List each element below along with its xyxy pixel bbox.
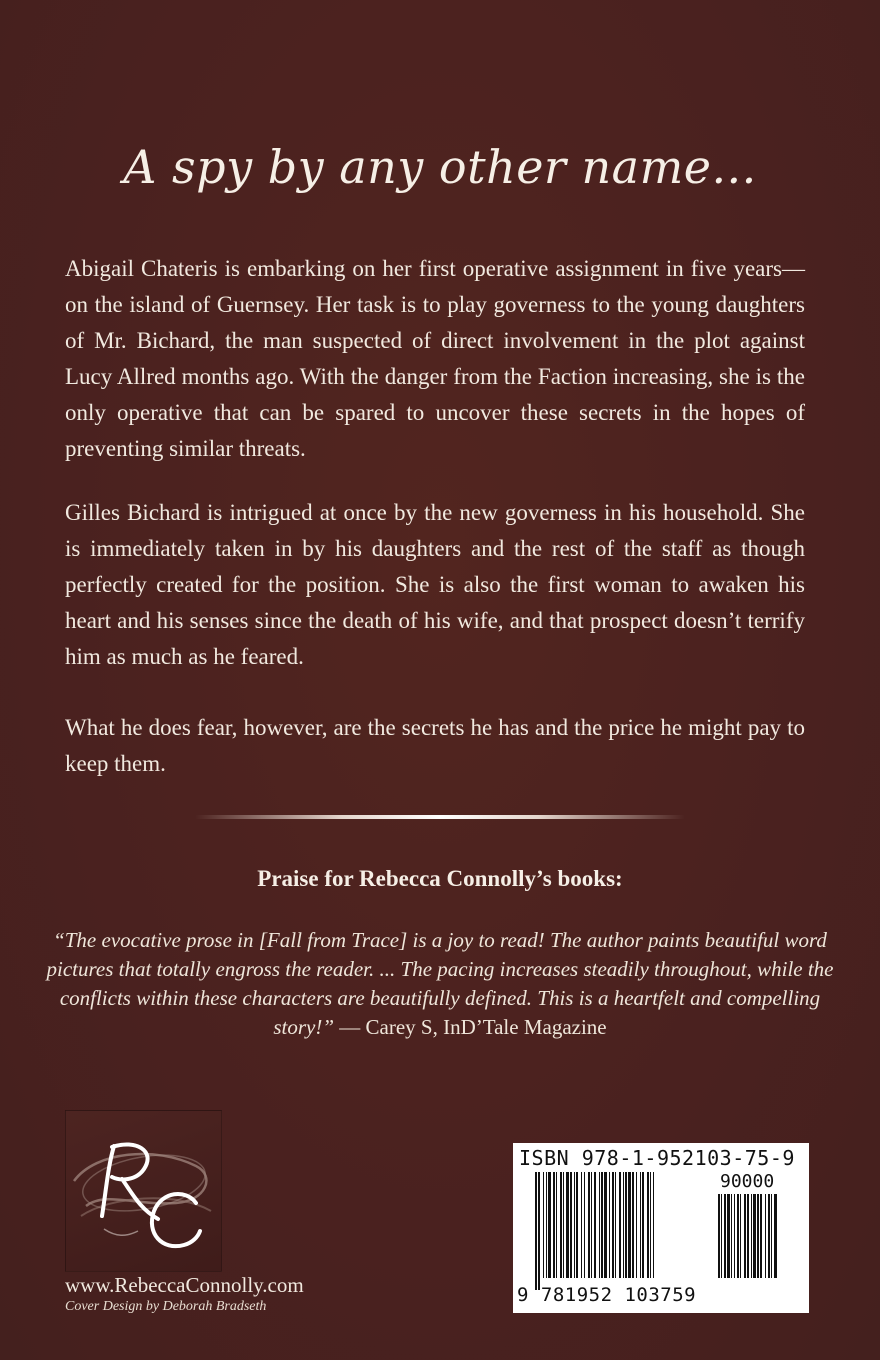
barcode-bar xyxy=(647,1172,649,1278)
barcode-bar xyxy=(625,1172,627,1278)
barcode-bar xyxy=(721,1194,722,1278)
barcode-bar xyxy=(636,1172,637,1278)
publisher-website: www.RebeccaConnolly.com xyxy=(65,1273,304,1297)
barcode-bar xyxy=(548,1172,551,1278)
cover-design-credit: Cover Design by Deborah Bradseth xyxy=(65,1299,267,1314)
price-code: 90000 xyxy=(720,1171,775,1192)
barcode-bar xyxy=(740,1194,741,1278)
barcode-bar xyxy=(757,1194,759,1278)
barcode-bar xyxy=(760,1194,762,1278)
barcode-bar xyxy=(553,1172,555,1278)
rc-monogram-icon xyxy=(66,1111,221,1271)
barcode-bar xyxy=(724,1194,726,1278)
barcode-bar xyxy=(535,1172,537,1290)
barcode-bar xyxy=(734,1194,735,1278)
barcode-bar xyxy=(718,1194,720,1278)
barcode-bar xyxy=(731,1194,732,1278)
barcode-addon-bars xyxy=(718,1194,798,1290)
barcode-bar xyxy=(538,1172,540,1290)
barcode-bar xyxy=(650,1172,651,1278)
barcode-bar xyxy=(642,1172,644,1278)
tagline: A spy by any other name... xyxy=(123,140,757,194)
praise-heading: Praise for Rebecca Connolly’s books: xyxy=(257,866,623,891)
barcode-bar xyxy=(753,1194,756,1278)
barcode-bar xyxy=(623,1172,624,1278)
barcode-bar xyxy=(594,1172,596,1278)
barcode-bar xyxy=(604,1172,607,1278)
barcode-bar xyxy=(774,1194,777,1278)
isbn-label: ISBN 978-1-952103-75-9 xyxy=(519,1146,795,1170)
review-quote-text: “The evocative prose in [Fall from Trace] is a joy to read! The author paints beautiful word pictures that totally engross the reader. ... The pacing increases steadily throughout, while the conflicts within these characters are beautifully defined. This is a heartfelt and compelling story!” xyxy=(46,928,834,1039)
barcode-bar xyxy=(546,1172,547,1278)
blurb-paragraph-3: What he does fear, however, are the secrets he has and the price he might pay to keep them. xyxy=(65,715,805,776)
barcode-bar xyxy=(727,1194,730,1278)
barcode-bar xyxy=(560,1172,562,1278)
barcode-bar xyxy=(584,1172,585,1278)
barcode-bar xyxy=(640,1172,641,1278)
barcode-bar xyxy=(768,1194,770,1278)
barcode-bar xyxy=(747,1194,749,1278)
barcode-bars xyxy=(535,1172,705,1290)
barcode-bar xyxy=(556,1172,557,1278)
review-quote xyxy=(40,926,840,1042)
decorative-divider xyxy=(195,815,685,819)
isbn-barcode xyxy=(513,1143,809,1313)
review-attribution: — Carey S, InD’Tale Magazine xyxy=(334,1015,607,1039)
barcode-bar xyxy=(591,1172,592,1278)
barcode-bar xyxy=(588,1172,590,1278)
barcode-bar xyxy=(609,1172,610,1278)
barcode-bar xyxy=(615,1172,616,1278)
barcode-bar xyxy=(619,1172,621,1278)
barcode-bar xyxy=(563,1172,564,1278)
barcode-bar xyxy=(543,1172,544,1278)
barcode-bar xyxy=(601,1172,603,1278)
barcode-bar xyxy=(632,1172,634,1278)
barcode-bar xyxy=(628,1172,631,1278)
barcode-bar xyxy=(566,1172,569,1278)
publisher-logo xyxy=(65,1110,222,1272)
barcode-bar xyxy=(599,1172,600,1278)
barcode-bar xyxy=(744,1194,746,1278)
barcode-bar xyxy=(612,1172,614,1278)
barcode-bar xyxy=(653,1172,654,1278)
barcode-bar xyxy=(765,1194,766,1278)
barcode-bar xyxy=(737,1194,739,1278)
barcode-bar xyxy=(570,1172,572,1278)
barcode-bar xyxy=(574,1172,575,1278)
barcode-bar xyxy=(771,1194,772,1278)
barcode-digits: 9 781952 103759 xyxy=(517,1284,697,1306)
barcode-bar xyxy=(576,1172,578,1278)
barcode-bar xyxy=(581,1172,582,1278)
barcode-bar xyxy=(751,1194,752,1278)
blurb-paragraph-2: Gilles Bichard is intrigued at once by the new governess in his household. She is immediately taken in by his daughters and the rest of the staff as though perfectly created for the position. She is also the first woman to awaken his heart and his senses since the death of his wife, and that prospect doesn’t terrify him as much as he feared. xyxy=(65,500,805,669)
blurb-paragraph-1: Abigail Chateris is embarking on her first operative assignment in five years—on the island of Guernsey. Her task is to play governess to the young daughters of Mr. Bichard, the man suspected of direct involvement in the plot against Lucy Allred months ago. With the danger from the Faction increasing, she is the only operative that can be spared to uncover these secrets in the hopes of preventing similar threats. xyxy=(65,256,805,461)
